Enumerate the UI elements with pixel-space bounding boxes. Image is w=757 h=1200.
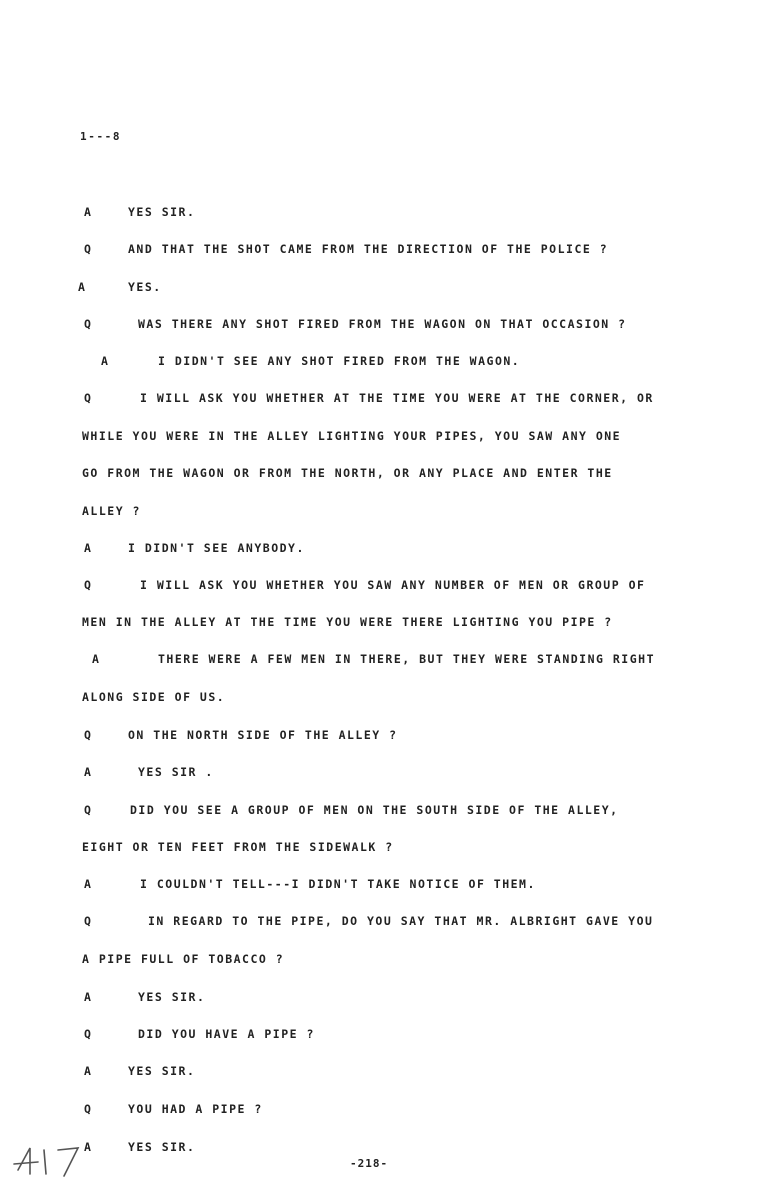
speaker-label: Q	[84, 317, 91, 331]
line-text: I DIDN'T SEE ANYBODY.	[128, 541, 305, 555]
line-text: IN REGARD TO THE PIPE, DO YOU SAY THAT MR. ALBRIGHT GAVE YOU	[148, 914, 654, 928]
transcript-line	[0, 952, 757, 972]
transcript-line	[0, 840, 757, 860]
speaker-label: Q	[84, 1102, 91, 1116]
transcript-line	[0, 1064, 757, 1084]
transcript-line	[0, 242, 757, 262]
line-text: YOU HAD A PIPE ?	[128, 1102, 263, 1116]
line-text: DID YOU HAVE A PIPE ?	[138, 1027, 315, 1041]
line-text: THERE WERE A FEW MEN IN THERE, BUT THEY WERE STANDING RIGHT	[158, 652, 655, 666]
line-text: GO FROM THE WAGON OR FROM THE NORTH, OR ANY PLACE AND ENTER THE	[82, 466, 613, 480]
transcript-line	[0, 317, 757, 337]
line-text: YES SIR.	[128, 1140, 196, 1154]
transcript-line	[0, 877, 757, 897]
speaker-label: Q	[84, 578, 91, 592]
line-text: I WILL ASK YOU WHETHER YOU SAW ANY NUMBER OF MEN OR GROUP OF	[140, 578, 646, 592]
transcript-line	[0, 466, 757, 486]
speaker-label: Q	[84, 242, 91, 256]
speaker-label: Q	[84, 728, 91, 742]
line-text: YES SIR.	[128, 1064, 196, 1078]
line-text: YES SIR .	[138, 765, 214, 779]
transcript-line	[0, 615, 757, 635]
line-text: YES SIR.	[138, 990, 206, 1004]
speaker-label: A	[84, 1064, 91, 1078]
speaker-label: A	[84, 1140, 91, 1154]
transcript-line	[0, 728, 757, 748]
transcript-line	[0, 280, 757, 300]
speaker-label: Q	[84, 914, 91, 928]
transcript-line	[0, 990, 757, 1010]
line-text: A PIPE FULL OF TOBACCO ?	[82, 952, 285, 966]
line-text: DID YOU SEE A GROUP OF MEN ON THE SOUTH SIDE OF THE ALLEY,	[130, 803, 619, 817]
line-text: ALONG SIDE OF US.	[82, 690, 226, 704]
speaker-label: A	[84, 877, 91, 891]
speaker-label: Q	[84, 803, 91, 817]
transcript-line	[0, 354, 757, 374]
transcript-line	[0, 690, 757, 710]
transcript-line	[0, 1027, 757, 1047]
speaker-label: Q	[84, 1027, 91, 1041]
transcript-line	[0, 391, 757, 411]
page-number: -218-	[350, 1157, 389, 1170]
line-text: YES.	[128, 280, 162, 294]
line-text: AND THAT THE SHOT CAME FROM THE DIRECTION OF THE POLICE ?	[128, 242, 609, 256]
line-text: I WILL ASK YOU WHETHER AT THE TIME YOU WERE AT THE CORNER, OR	[140, 391, 654, 405]
speaker-label: A	[101, 354, 108, 368]
transcript-line	[0, 578, 757, 598]
line-text: WAS THERE ANY SHOT FIRED FROM THE WAGON ON THAT OCCASION ?	[138, 317, 627, 331]
page-header: 1---8	[80, 130, 122, 143]
speaker-label: A	[84, 990, 91, 1004]
transcript-line	[0, 504, 757, 524]
transcript-line	[0, 429, 757, 449]
transcript-line	[0, 1102, 757, 1122]
transcript-line	[0, 652, 757, 672]
line-text: ON THE NORTH SIDE OF THE ALLEY ?	[128, 728, 398, 742]
line-text: YES SIR.	[128, 205, 196, 219]
speaker-label: A	[84, 541, 91, 555]
line-text: WHILE YOU WERE IN THE ALLEY LIGHTING YOUR PIPES, YOU SAW ANY ONE	[82, 429, 622, 443]
line-text: I COULDN'T TELL---I DIDN'T TAKE NOTICE OF THEM.	[140, 877, 536, 891]
speaker-label: Q	[84, 391, 91, 405]
transcript-line	[0, 765, 757, 785]
transcript-line	[0, 205, 757, 225]
transcript-line	[0, 541, 757, 561]
speaker-label: A	[84, 205, 91, 219]
handwritten-mark	[8, 1140, 88, 1180]
speaker-label: A	[78, 280, 85, 294]
line-text: ALLEY ?	[82, 504, 141, 518]
speaker-label: A	[92, 652, 99, 666]
speaker-label: A	[84, 765, 91, 779]
line-text: I DIDN'T SEE ANY SHOT FIRED FROM THE WAGON.	[158, 354, 521, 368]
transcript-line	[0, 914, 757, 934]
transcript-line	[0, 803, 757, 823]
line-text: MEN IN THE ALLEY AT THE TIME YOU WERE THERE LIGHTING YOU PIPE ?	[82, 615, 613, 629]
line-text: EIGHT OR TEN FEET FROM THE SIDEWALK ?	[82, 840, 394, 854]
